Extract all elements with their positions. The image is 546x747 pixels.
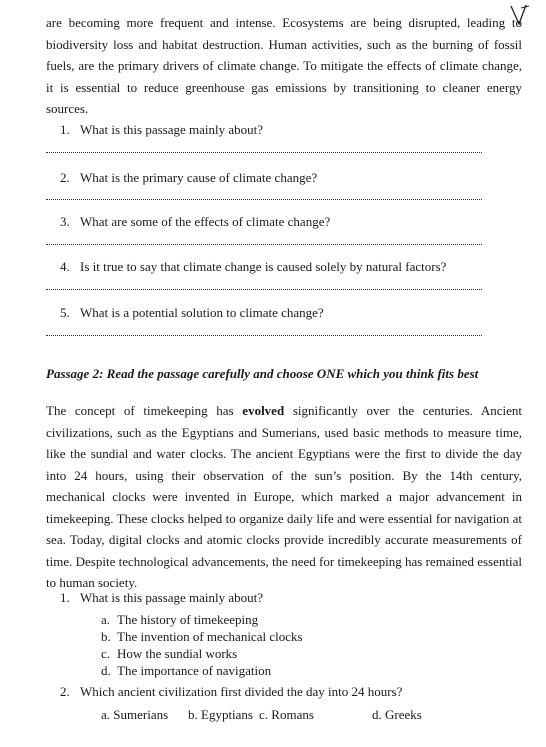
passage-1-question-2 (60, 170, 317, 186)
mcq-2-option-c[interactable] (259, 707, 314, 723)
answer-line-3[interactable] (46, 244, 482, 245)
mcq-question-2 (60, 684, 402, 700)
mcq-2-option-b[interactable] (188, 707, 253, 723)
question-text: What is a potential solution to climate change? (80, 305, 324, 320)
mcq-1-option-d[interactable] (101, 663, 271, 679)
option-letter: b. (101, 629, 111, 644)
question-number: 4. (60, 259, 70, 274)
mcq-1-option-b[interactable] (101, 629, 303, 645)
option-text: How the sundial works (117, 646, 238, 661)
passage-2-heading: Passage 2: Read the passage carefully and choose ONE which you think fits best (46, 366, 479, 381)
mcq-1-option-c[interactable] (101, 646, 237, 662)
question-text: Which ancient civilization first divided the day into 24 hours? (80, 684, 403, 699)
question-number: 3. (60, 214, 70, 229)
question-text: What is this passage mainly about? (80, 590, 264, 605)
option-letter: b. (188, 707, 198, 722)
option-text: Romans (271, 707, 314, 722)
question-text: What is the primary cause of climate change? (80, 170, 318, 185)
option-text: Greeks (385, 707, 422, 722)
passage-1-text: are becoming more frequent and intense. Ecosystems are being disrupted, leading to biodiversity loss and habitat destruction. Human activities, such as the burning of fossil fuels, are the primary drivers of climate change. To mitigate the effects of climate change, it is essential to reduce greenhouse gas emissions by transitioning to cleaner energy sources. (46, 15, 522, 116)
passage-1-question-5 (60, 305, 324, 321)
option-letter: d. (101, 663, 111, 678)
question-number: 5. (60, 305, 70, 320)
mcq-1-option-a[interactable] (101, 612, 258, 628)
answer-line-5[interactable] (46, 335, 482, 336)
option-letter: a. (101, 707, 111, 722)
option-letter: a. (101, 612, 111, 627)
passage-1-question-4 (60, 259, 446, 275)
passage-2-text (46, 400, 522, 594)
question-text: Is it true to say that climate change is caused solely by natural factors? (80, 259, 447, 274)
passage-2-text-start: The concept of timekeeping has (46, 403, 243, 418)
question-text: What are some of the effects of climate change? (80, 214, 331, 229)
option-text: The history of timekeeping (117, 612, 259, 627)
option-letter: c. (259, 707, 269, 722)
passage-2-text-rest: significantly over the centuries. Ancient civilizations, such as the Egyptians and Sumerians, used basic methods to measure time, like the sundial and water clocks. The ancient Egyptians were the first to divide the day into 24 hours, using their observation of the sun’s position. By the 14th century, mechanical clocks were invented in Europe, which marked a major advancement in timekeeping. These clocks helped to organize daily life and were essential for navigation at sea. Today, digital clocks and atomic clocks provide incredibly accurate measurements of time. Despite technological advancements, the need for timekeeping has remained essential to human society. (46, 403, 522, 590)
option-letter: c. (101, 646, 111, 661)
passage-1-question-1 (60, 122, 263, 138)
answer-line-1[interactable] (46, 152, 482, 153)
answer-line-4[interactable] (46, 289, 482, 290)
bold-word: evolved (242, 403, 285, 418)
option-text: Sumerians (113, 707, 169, 722)
option-text: Egyptians (201, 707, 253, 722)
question-text: What is this passage mainly about? (80, 122, 264, 137)
mcq-2-option-a[interactable] (101, 707, 168, 723)
option-text: The importance of navigation (117, 663, 272, 678)
answer-line-2[interactable] (46, 199, 482, 200)
mcq-2-option-d[interactable] (372, 707, 422, 723)
question-number: 1. (60, 590, 70, 605)
question-number: 2. (60, 170, 70, 185)
option-letter: d. (372, 707, 382, 722)
passage-1-question-3 (60, 214, 330, 230)
question-number: 2. (60, 684, 70, 699)
option-text: The invention of mechanical clocks (117, 629, 303, 644)
question-number: 1. (60, 122, 70, 137)
mcq-question-1 (60, 590, 263, 606)
